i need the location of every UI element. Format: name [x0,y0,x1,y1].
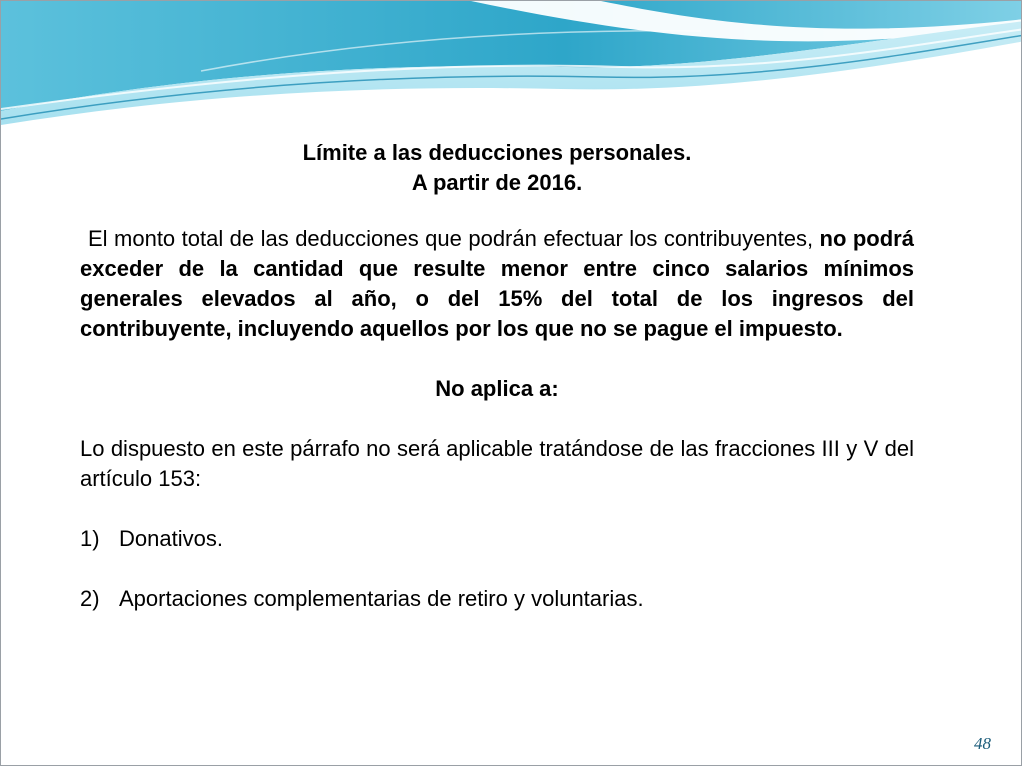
list-item-text: Aportaciones complementarias de retiro y voluntarias. [119,586,644,611]
slide-content [80,138,914,614]
paragraph-exceptions: Lo dispuesto en este párrafo no será aplicable tratándose de las fracciones III y V del artículo 153: [80,436,914,491]
list-item [80,584,914,614]
list-item [80,524,914,554]
paragraph-limit [80,224,914,344]
page-number: 48 [974,734,991,753]
paragraph-limit-normal: El monto total de las deducciones que podrán efectuar los contribuyentes, [88,226,814,251]
decorative-wave-banner [1,1,1022,131]
paragraph-limit-bold: no podrá exceder de la cantidad que resulte menor entre cinco salarios mínimos generales elevados al año, o del 15% del total de los ingresos del contribuyente, incluyendo aquellos por los que no se pague el impuesto. [80,226,914,341]
list-item-number: 2) [80,586,100,611]
list-item-text: Donativos. [119,526,223,551]
list-item-number: 1) [80,526,100,551]
slide-title: Límite a las deducciones personales. [302,140,692,165]
slide-subtitle: A partir de 2016. [411,170,583,195]
exceptions-heading: No aplica a: [435,376,559,401]
